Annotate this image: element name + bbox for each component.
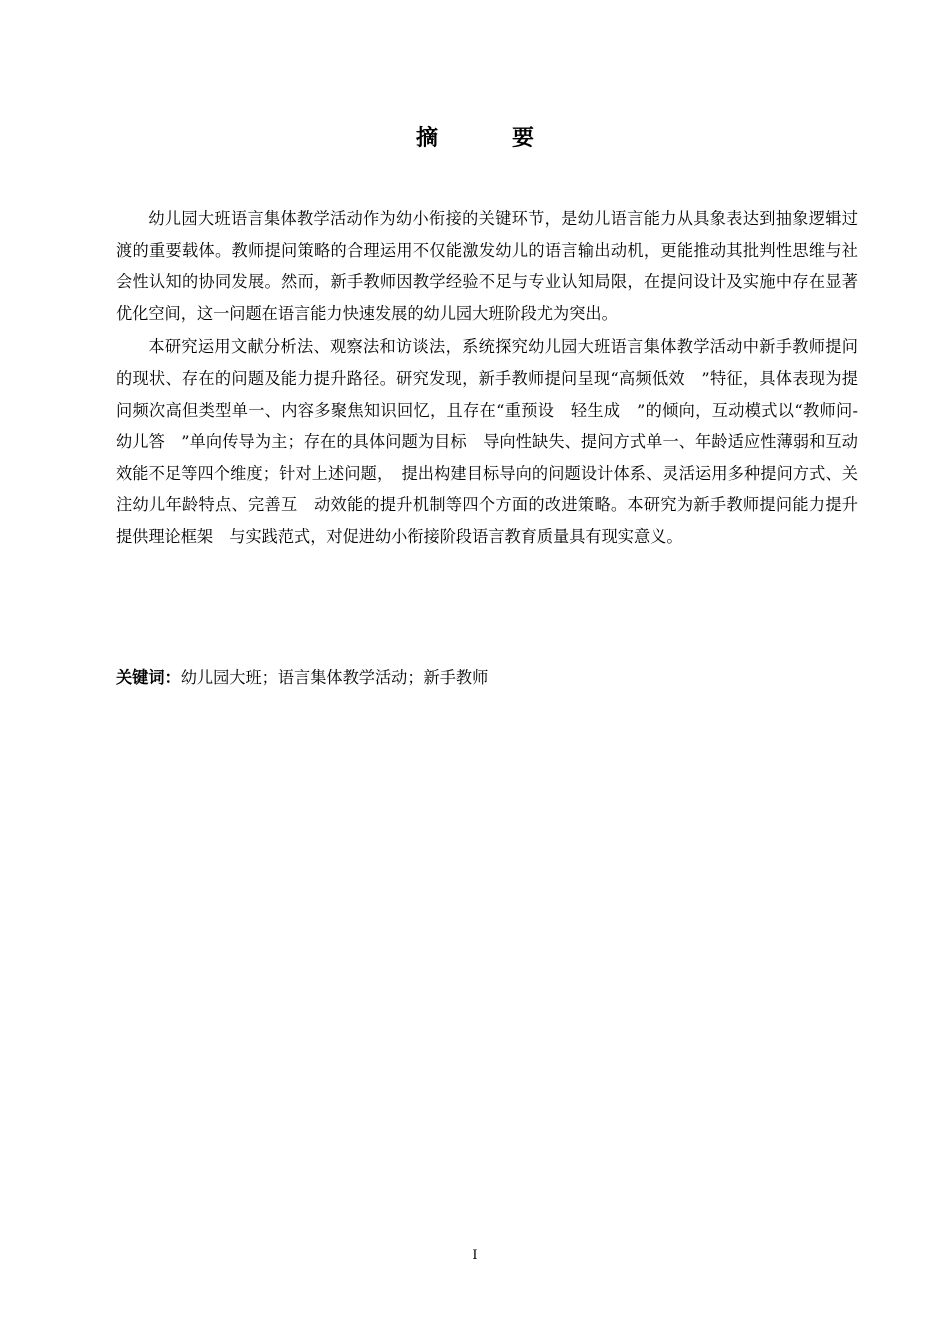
page-number: I [472,1248,478,1263]
keywords-label: 关键词： [116,668,181,687]
abstract-body [116,203,858,555]
abstract-paragraph-2: 本研究运用文献分析法、观察法和访谈法，系统探究幼儿园大班语言集体教学活动中新手教师提问的现状、存在的问题及能力提升路径。研究发现，新手教师提问呈现“高频低效 ”特征，具体表现为提问频次高但类型单一、内容多聚焦知识回忆，且存在“重预设 轻生成 ”的倾向，互动模式以“教师问-幼儿答 ”单向传导为主；存在的具体问题为目标 导向性缺失、提问方式单一、年龄适应性薄弱和互动效能不足等四个维度；针对上述问题， 提出构建目标导向的问题设计体系、灵活运用多种提问方式、关注幼儿年龄特点、完善互 动效能的提升机制等四个方面的改进策略。本研究为新手教师提问能力提升提供理论框架 与实践范式，对促进幼小衔接阶段语言教育质量具有现实意义。 [116,337,858,546]
keywords-text: 幼儿园大班；语言集体教学活动；新手教师 [180,668,489,687]
abstract-paragraph-1: 幼儿园大班语言集体教学活动作为幼小衔接的关键环节，是幼儿语言能力从具象表达到抽象逻辑过渡的重要载体。教师提问策略的合理运用不仅能激发幼儿的语言输出动机，更能推动其批判性思维与社会性认知的协同发展。然而，新手教师因教学经验不足与专业认知局限，在提问设计及实施中存在显著优化空间，这一问题在语言能力快速发展的幼儿园大班阶段尤为突出。 [116,209,858,323]
keywords-line [116,664,858,692]
abstract-title: 摘 要 [415,126,560,151]
